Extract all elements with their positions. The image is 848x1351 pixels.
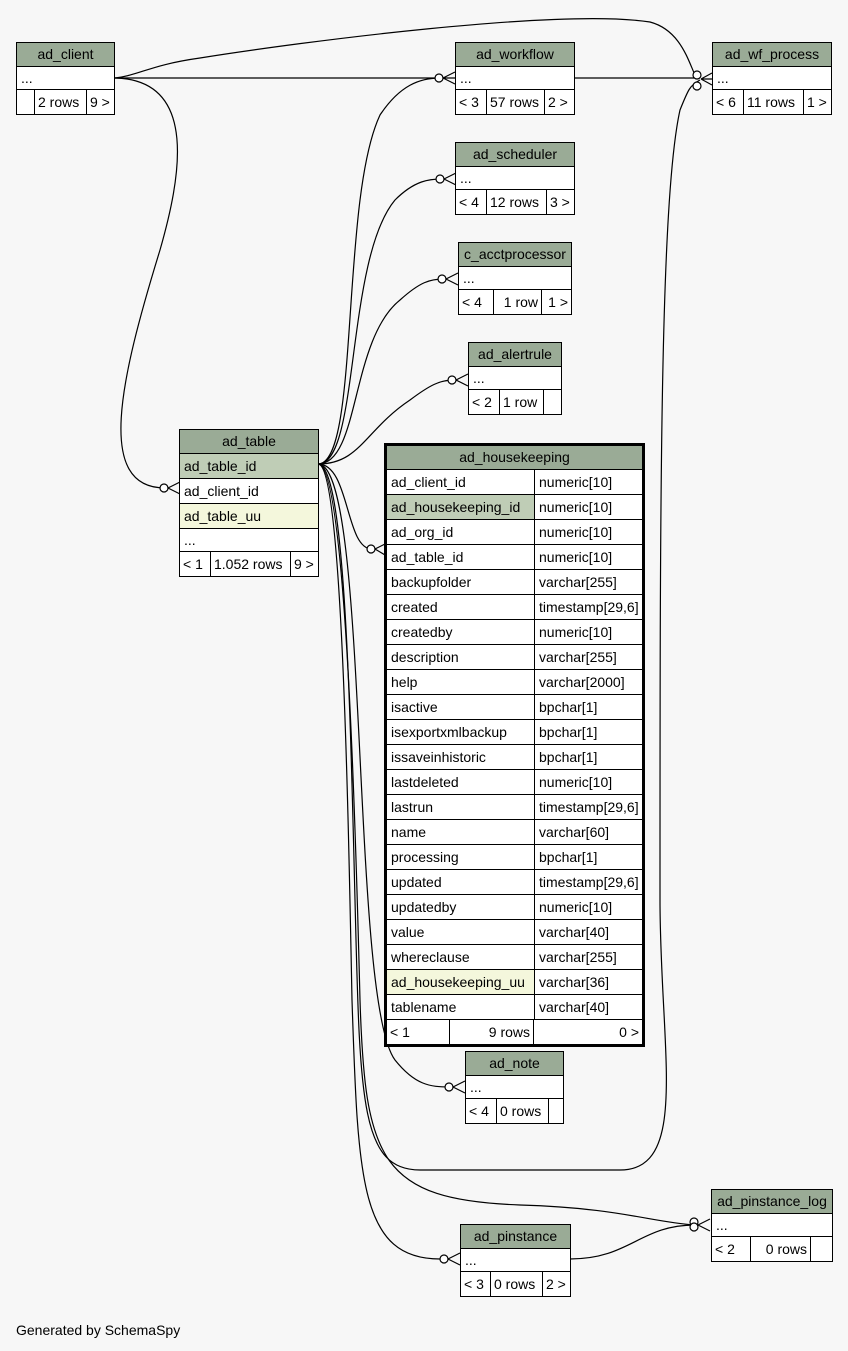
entity-title[interactable]: ad_wf_process: [713, 43, 831, 67]
entity-c_acctprocessor[interactable]: [458, 242, 572, 315]
entity-ad_alertrule[interactable]: [468, 342, 562, 415]
row-count: 57 rows: [486, 90, 544, 114]
column-name: ad_table_id: [184, 458, 257, 474]
edge-end-pinstancelog-b: [690, 1223, 698, 1231]
column-list: [387, 470, 642, 1019]
parents-count: < 3: [459, 94, 479, 110]
column-row: [387, 770, 642, 795]
more-columns: ...: [459, 267, 571, 290]
edge-end-acctprocessor: [438, 275, 446, 283]
edge-table-housekeeping: [318, 464, 372, 549]
column-row: [387, 645, 642, 670]
column-row: [387, 870, 642, 895]
children-count: [543, 390, 561, 414]
column-row: [387, 495, 642, 520]
children-count: 9 >: [86, 90, 114, 114]
entity-title[interactable]: c_acctprocessor: [459, 243, 571, 267]
entity-title[interactable]: ad_housekeeping: [387, 446, 642, 470]
edge-table-scheduler: [318, 179, 442, 464]
more-columns: ...: [712, 1214, 832, 1237]
parents-count: < 2: [472, 394, 492, 410]
column-row: [387, 695, 642, 720]
row-count: 0 rows: [750, 1237, 810, 1261]
entity-ad_note[interactable]: [465, 1051, 564, 1124]
parents-count: < 4: [462, 294, 482, 310]
column-type: numeric[10]: [534, 620, 642, 644]
edge-end-wfprocess-a: [693, 71, 701, 79]
entity-ad_client[interactable]: [16, 42, 115, 115]
parents-count: < 3: [464, 1276, 484, 1292]
parents-count: < 2: [715, 1241, 735, 1257]
column-name: ad_housekeeping_id: [387, 495, 534, 519]
column-name: name: [391, 824, 427, 840]
entity-title[interactable]: ad_pinstance: [461, 1225, 570, 1249]
entity-ad_pinstance_log[interactable]: [711, 1189, 833, 1262]
edge-end-note: [445, 1083, 453, 1091]
row-count: 12 rows: [486, 190, 546, 214]
column-name: lastrun: [391, 799, 434, 815]
column-type: timestamp[29,6]: [534, 595, 642, 619]
column-row: [387, 845, 642, 870]
column-row: [387, 720, 642, 745]
column-name: tablename: [391, 999, 457, 1015]
column-row: [180, 479, 318, 504]
column-type: bpchar[1]: [534, 845, 642, 869]
entity-ad_pinstance[interactable]: [460, 1224, 571, 1297]
parents-count: < 4: [469, 1103, 489, 1119]
column-type: numeric[10]: [534, 895, 642, 919]
entity-ad_workflow[interactable]: [455, 42, 575, 115]
entity-footer: [456, 190, 574, 214]
column-row: [387, 920, 642, 945]
row-count: 11 rows: [743, 90, 803, 114]
parents-count: < 4: [459, 194, 479, 210]
entity-footer: [180, 552, 318, 576]
children-count: [810, 1237, 832, 1261]
entity-title[interactable]: ad_note: [466, 1052, 563, 1076]
row-count: 1.052 rows: [210, 552, 290, 576]
edge-end-pinstance: [440, 1255, 448, 1263]
parents-count: < 1: [183, 556, 203, 572]
column-type: bpchar[1]: [534, 695, 642, 719]
entity-footer: [17, 90, 114, 114]
entity-footer: [387, 1019, 642, 1044]
children-count: 1 >: [803, 90, 831, 114]
entity-title[interactable]: ad_alertrule: [469, 343, 561, 367]
column-row: [387, 670, 642, 695]
column-name: description: [391, 649, 459, 665]
column-name: ad_housekeeping_uu: [387, 970, 534, 994]
row-count: 2 rows: [34, 90, 86, 114]
column-name: backupfolder: [391, 574, 472, 590]
children-count: 2 >: [542, 1272, 570, 1296]
column-type: timestamp[29,6]: [534, 870, 642, 894]
children-count: 2 >: [544, 90, 574, 114]
column-row: [180, 504, 318, 529]
column-name: isexportxmlbackup: [391, 724, 507, 740]
more-columns: ...: [180, 529, 318, 552]
column-name: issaveinhistoric: [391, 749, 486, 765]
children-count: [548, 1099, 563, 1123]
column-name: value: [391, 924, 425, 940]
column-row: [387, 620, 642, 645]
entity-title[interactable]: ad_table: [180, 430, 318, 454]
children-count: 9 >: [290, 552, 318, 576]
entity-footer: [466, 1099, 563, 1123]
column-row: [387, 795, 642, 820]
entity-ad_scheduler[interactable]: [455, 142, 575, 215]
more-columns: ...: [461, 1249, 570, 1272]
column-name: updated: [391, 874, 442, 890]
column-name: created: [391, 599, 438, 615]
column-type: numeric[10]: [534, 770, 642, 794]
column-row: [387, 820, 642, 845]
column-type: timestamp[29,6]: [534, 795, 642, 819]
column-row: [387, 470, 642, 495]
edge-end-alertrule: [448, 376, 456, 384]
more-columns: ...: [713, 67, 831, 90]
more-columns: ...: [469, 367, 561, 390]
column-row: [387, 545, 642, 570]
column-type: numeric[10]: [534, 495, 642, 519]
more-columns: ...: [456, 167, 574, 190]
more-columns: ...: [466, 1076, 563, 1099]
column-type: varchar[255]: [534, 945, 642, 969]
column-type: varchar[255]: [534, 570, 642, 594]
edge-end-workflow: [435, 74, 443, 82]
generated-by-credit: Generated by SchemaSpy: [16, 1322, 181, 1338]
column-type: bpchar[1]: [534, 745, 642, 769]
edge-end-housekeeping: [367, 545, 375, 553]
entity-footer: [461, 1272, 570, 1296]
children-count: 1 >: [541, 290, 571, 314]
parents-count: < 1: [390, 1024, 410, 1040]
entity-footer: [712, 1237, 832, 1261]
column-row: [387, 995, 642, 1019]
entity-footer: [713, 90, 831, 114]
parents-count: < 6: [716, 94, 736, 110]
children-count: 0 >: [533, 1020, 642, 1044]
row-count: 9 rows: [449, 1020, 533, 1044]
column-type: numeric[10]: [534, 545, 642, 569]
entity-footer: [459, 290, 571, 314]
entity-title[interactable]: ad_scheduler: [456, 143, 574, 167]
column-name: whereclause: [391, 949, 470, 965]
entity-ad_wf_process[interactable]: [712, 42, 832, 115]
entity-footer: [469, 390, 561, 414]
edge-client-wfprocess: [115, 19, 695, 78]
row-count: 0 rows: [490, 1272, 542, 1296]
column-name: ad_client_id: [391, 474, 466, 490]
column-name: ad_org_id: [391, 524, 454, 540]
column-row: [387, 970, 642, 995]
column-name: ad_table_id: [391, 549, 464, 565]
edge-end-scheduler: [436, 175, 444, 183]
more-columns: ...: [17, 67, 114, 90]
entity-footer: [456, 90, 574, 114]
edge-table-workflow: [318, 78, 440, 464]
column-type: varchar[40]: [534, 995, 642, 1019]
row-count: 0 rows: [496, 1099, 548, 1123]
column-type: numeric[10]: [534, 470, 642, 494]
column-name: updatedby: [391, 899, 457, 915]
column-row: [387, 570, 642, 595]
entity-title[interactable]: ad_workflow: [456, 43, 574, 67]
column-row: [387, 945, 642, 970]
column-type: varchar[40]: [534, 920, 642, 944]
column-type: varchar[60]: [534, 820, 642, 844]
column-name: ad_table_uu: [184, 508, 262, 524]
edge-end-wfprocess-b: [693, 82, 701, 90]
edge-pinstance-pinstancelog: [570, 1225, 695, 1259]
column-type: bpchar[1]: [534, 720, 642, 744]
column-type: varchar[36]: [534, 970, 642, 994]
more-columns: ...: [456, 67, 574, 90]
column-type: numeric[10]: [534, 520, 642, 544]
entity-ad_table[interactable]: [179, 429, 319, 577]
row-count: 1 row: [493, 290, 541, 314]
column-row: [387, 520, 642, 545]
column-row: [180, 454, 318, 479]
column-name: processing: [391, 849, 459, 865]
parents-count: [17, 90, 34, 114]
column-type: varchar[2000]: [534, 670, 642, 694]
column-name: help: [391, 674, 418, 690]
column-name: isactive: [391, 699, 438, 715]
edge-client-table: [115, 78, 177, 488]
row-count: 1 row: [499, 390, 543, 414]
column-row: [387, 595, 642, 620]
column-name: createdby: [391, 624, 453, 640]
column-row: [387, 895, 642, 920]
entity-title[interactable]: ad_pinstance_log: [712, 1190, 832, 1214]
children-count: 3 >: [546, 190, 574, 214]
column-row: [387, 745, 642, 770]
entity-ad_housekeeping[interactable]: [384, 443, 645, 1047]
column-type: varchar[255]: [534, 645, 642, 669]
entity-title[interactable]: ad_client: [17, 43, 114, 67]
column-name: lastdeleted: [391, 774, 459, 790]
edge-end-table: [160, 484, 168, 492]
column-name: ad_client_id: [184, 483, 259, 499]
